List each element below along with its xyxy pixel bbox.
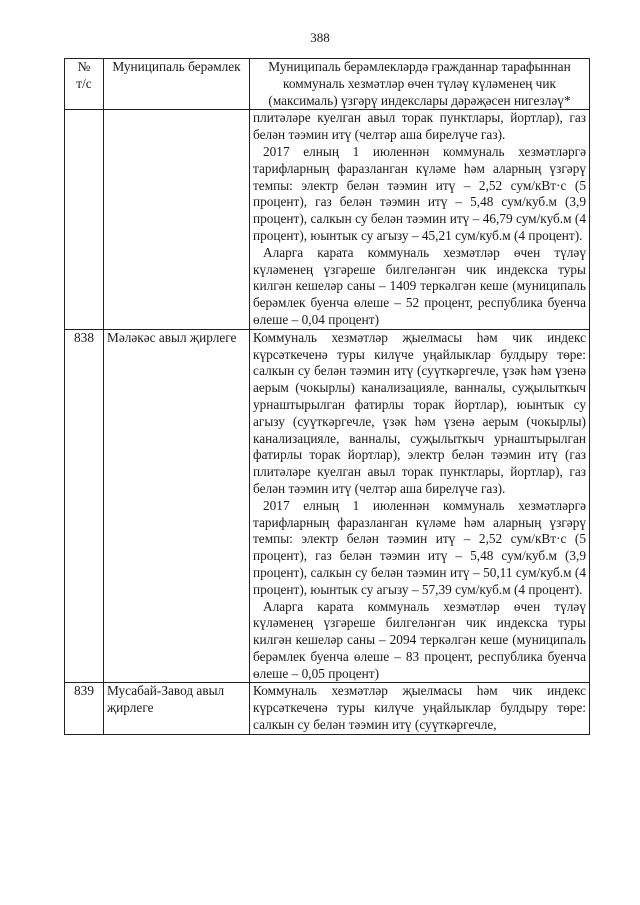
header-number: № т/с [65, 59, 104, 110]
tariff-index-table [64, 58, 590, 735]
row-justification [250, 110, 590, 329]
table-header-row [65, 59, 590, 110]
paragraph: Аларга карата коммуналь хезмәтләр өчен түләү күләменең үзгәреше билгеләнгән чик индекска туры килгән кешеләр саны – 2094 теркәлгән кеше (муниципаль берәмлек буенча өлеше – 83 процент, республика буенча өлеше – 0,05 процент) [253, 598, 586, 681]
table-row [65, 110, 590, 329]
table-row [65, 683, 590, 734]
paragraph: 2017 елның 1 июленнән коммуналь хезмәтләргә тарифларның фаразланган күләме һәм аларның үзгәрү темпы: электр белән тәэмин итү – 2,52 сум/кВт·с (5 процент), газ белән тәэмин итү – 5,48 сум/куб.м (3,9 процент), салкын су белән тәэмин итү – 46,79 сум/куб.м (4 процент), юынтык су агызу – 45,21 сум/куб.м (4 процент). [253, 143, 586, 243]
table-row [65, 329, 590, 683]
paragraph: плитәләре куелган авыл торак пунктлары, йортлар), газ белән тәэмин итү (челтәр аша бирелүче газ). [253, 110, 586, 143]
row-number: 839 [65, 683, 104, 734]
row-municipality [104, 110, 250, 329]
row-number: 838 [65, 329, 104, 683]
paragraph: Коммуналь хезмәтләр җыелмасы һәм чик индекс күрсәткеченә туры килүче уңайлыклар булдыру төре: салкын су белән тәэмин итү (суүткәргечле, [253, 683, 586, 733]
paragraph: 2017 елның 1 июленнән коммуналь хезмәтләргә тарифларның фаразланган күләме һәм аларның үзгәрү темпы: электр белән тәэмин итү – 2,52 сум/кВт·с (5 процент), газ белән тәэмин итү – 5,48 сум/куб.м (3,9 процент), салкын су белән тәэмин итү – 50,11 сум/куб.м (4 процент), юынтык су агызу – 57,39 сум/куб.м (4 процент). [253, 497, 586, 597]
paragraph: Коммуналь хезмәтләр җыелмасы һәм чик индекс күрсәткеченә туры килүче уңайлыклар булдыру төре: салкын су белән тәэмин итү (суүткәргечле, үзәк һәм үзенә аерым (чокырлы) канализацияле, ванналы, суҗылыткыч урнаштырылган фатирлы торак йортлар), юынтык су агызу (суүткәргечле, үзәк һәм үзенә аерым (чокырлы) канализацияле, ванналы, суҗылыткыч урнаштырылган фатирлы торак йортлар), электр белән тәэмин итү (газ плитәләре куелган авыл торак пунктлары, йортлар), газ белән тәэмин итү (челтәр аша бирелүче газ). [253, 329, 586, 496]
row-municipality: Мәләкәс авыл җирлеге [104, 329, 250, 683]
header-justification: Муниципаль берәмлекләрдә гражданнар тарафыннан коммуналь хезмәтләр өчен түләү күләменең чик (максималь) үзгәрү индекслары дәрәҗәсен нигезләү* [250, 59, 590, 110]
row-justification [250, 683, 590, 734]
page-number: 388 [310, 30, 330, 45]
paragraph: Аларга карата коммуналь хезмәтләр өчен түләү күләменең үзгәреше билгеләнгән чик индекска туры килгән кешеләр саны – 1409 теркәлгән кеше (муниципаль берәмлек буенча өлеше – 52 процент, республика буенча өлеше – 0,04 процент) [253, 244, 586, 327]
row-justification [250, 329, 590, 683]
header-municipality: Муниципаль берәмлек [104, 59, 250, 110]
row-number [65, 110, 104, 329]
row-municipality: Мусабай-Завод авыл җирлеге [104, 683, 250, 734]
